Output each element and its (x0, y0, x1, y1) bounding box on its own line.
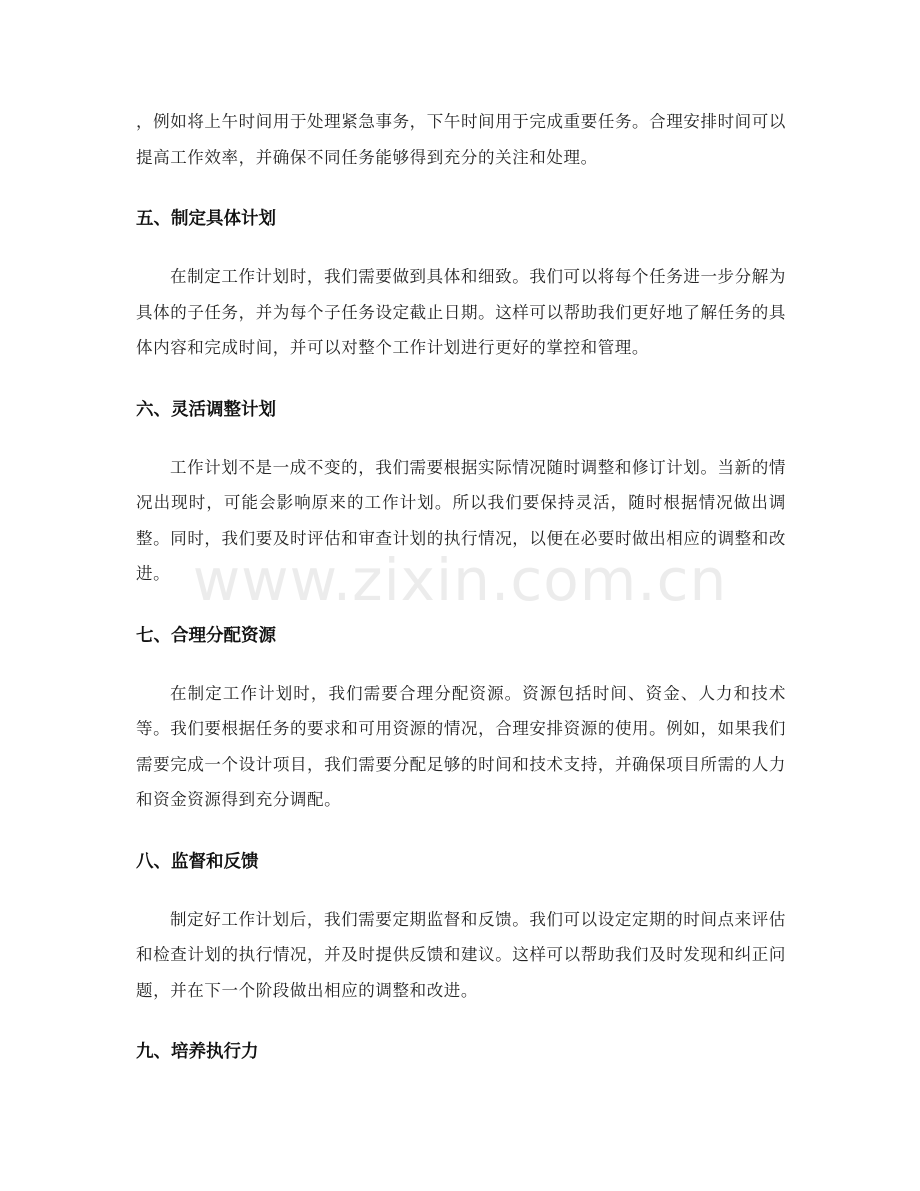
section-body-5: 在制定工作计划时，我们需要做到具体和细致。我们可以将每个任务进一步分解为具体的子任务，并为每个子任务设定截止日期。这样可以帮助我们更好地了解任务的具体内容和完成时间，并可以对整个工作计划进行更好的掌控和管理。 (136, 267, 786, 357)
intro-paragraph: ，例如将上午时间用于处理紧急事务，下午时间用于完成重要任务。合理安排时间可以提高工作效率，并确保不同任务能够得到充分的关注和处理。 (136, 112, 786, 167)
document-content (136, 104, 786, 1064)
watermark: www.zixin.com.cn (192, 546, 728, 614)
section-heading-9: 九、培养执行力 (136, 1042, 259, 1062)
section-heading-7: 七、合理分配资源 (136, 625, 276, 646)
section-heading-6: 六、灵活调整计划 (136, 399, 276, 420)
section-body-7: 在制定工作计划时，我们需要合理分配资源。资源包括时间、资金、人力和技术等。我们要根据任务的要求和可用资源的情况，合理安排资源的使用。例如，如果我们需要完成一个设计项目，我们需要分配足够的时间和技术支持，并确保项目所需的人力和资金资源得到充分调配。 (136, 683, 786, 809)
section-body-8: 制定好工作计划后，我们需要定期监督和反馈。我们可以设定定期的时间点来评估和检查计划的执行情况，并及时提供反馈和建议。这样可以帮助我们及时发现和纠正问题，并在下一个阶段做出相应的调整和改进。 (136, 909, 786, 1000)
section-heading-8: 八、监督和反馈 (136, 851, 259, 872)
section-body-6: 工作计划不是一成不变的，我们需要根据实际情况随时调整和修订计划。当新的情况出现时，可能会影响原来的工作计划。所以我们要保持灵活，随时根据情况做出调整。同时，我们要及时评估和审查计划的执行情况，以便在必要时做出相应的调整和改进。 (136, 457, 786, 583)
section-heading-5: 五、制定具体计划 (136, 209, 276, 229)
